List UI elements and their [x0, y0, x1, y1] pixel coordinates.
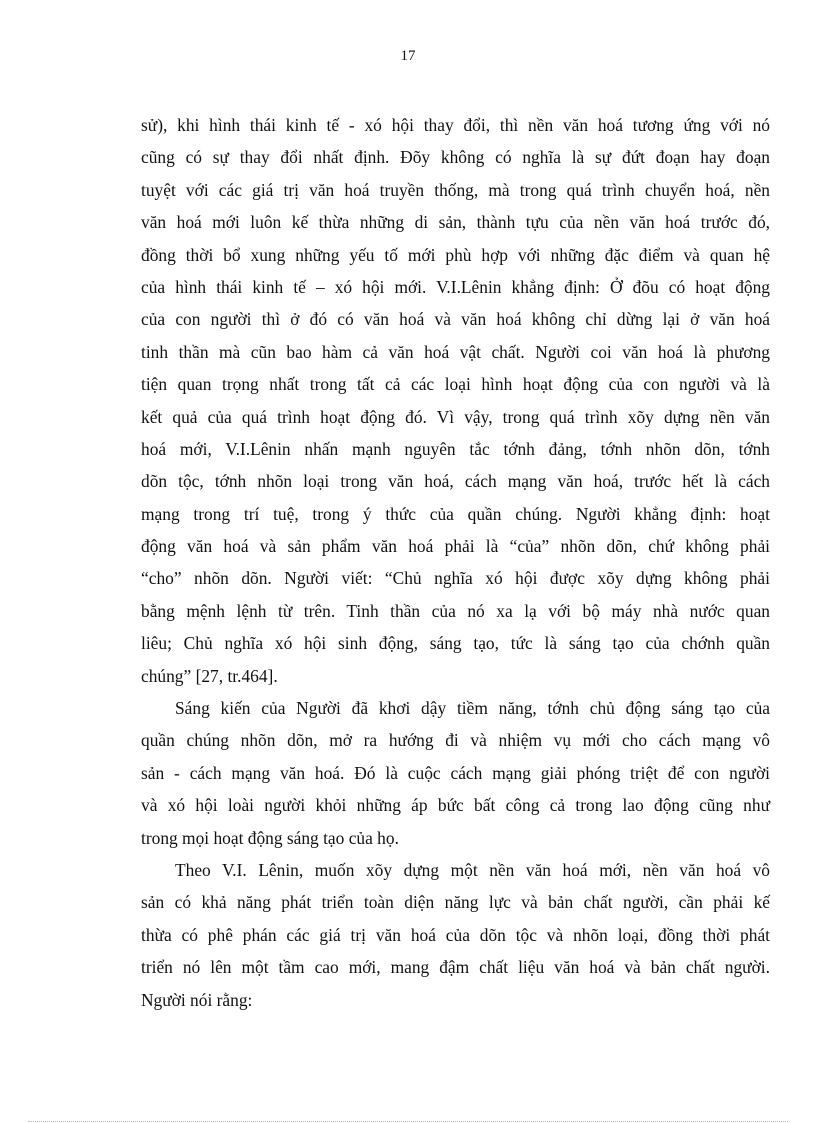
text-line: sản có khả năng phát triển toàn diện năng lực và bản chất người, cần phải kế [141, 892, 770, 913]
footer-divider [28, 1121, 788, 1122]
text-line: cũng có sự thay đổi nhất định. Đõy không có nghĩa là sự đứt đoạn hay đoạn [141, 147, 770, 168]
text-line: trong mọi hoạt động sáng tạo của họ. [141, 827, 399, 848]
text-line: đồng thời bổ xung những yếu tố mới phù hợp với những đặc điểm và quan hệ [141, 244, 770, 265]
text-line: liêu; Chủ nghĩa xó hội sinh động, sáng tạo, tức là sáng tạo của chớnh quần [141, 633, 770, 654]
text-line: động văn hoá và sản phẩm văn hoá phải là “của” nhõn dõn, chứ không phải [141, 536, 770, 557]
text-line: văn hoá mới luôn kế thừa những di sản, thành tựu của nền văn hoá trước đó, [141, 212, 770, 233]
page-number: 17 [400, 48, 416, 64]
text-line: kết quả của quá trình hoạt động đó. Vì vậy, trong quá trình xõy dựng nền văn [141, 406, 770, 427]
text-line: quần chúng nhõn dõn, mở ra hướng đi và nhiệm vụ mới cho cách mạng vô [141, 730, 770, 751]
text-line: “cho” nhõn dõn. Người viết: “Chủ nghĩa xó hội được xõy dựng không phải [141, 568, 770, 589]
text-line: Sáng kiến của Người đã khơi dậy tiềm năng, tớnh chủ động sáng tạo của [175, 698, 770, 719]
text-line: chúng” [27, tr.464]. [141, 665, 278, 686]
text-line: bằng mệnh lệnh từ trên. Tinh thần của nó xa lạ với bộ máy nhà nước quan [141, 600, 770, 621]
text-line: mạng trong trí tuệ, trong ý thức của quần chúng. Người khẳng định: hoạt [141, 503, 770, 524]
text-line: sử), khi hình thái kinh tế - xó hội thay đổi, thì nền văn hoá tương ứng với nó [141, 115, 770, 135]
text-line: tuyệt với các giá trị văn hoá truyền thống, mà trong quá trình chuyển hoá, nền [141, 179, 770, 200]
paragraph-2 [141, 692, 770, 854]
text-line: tinh thần mà cũn bao hàm cả văn hoá vật chất. Người coi văn hoá là phương [141, 341, 770, 362]
text-line: Người nói rằng: [141, 989, 253, 1010]
body-text [141, 109, 770, 1016]
text-line: và xó hội loài người khỏi những áp bức bất công cả trong lao động cũng như [141, 795, 770, 816]
paragraph-1 [141, 109, 770, 692]
text-line: triển nó lên một tầm cao mới, mang đậm chất liệu văn hoá và bản chất người. [141, 957, 770, 978]
text-line: của con người thì ở đó có văn hoá và văn hoá không chỉ dừng lại ở văn hoá [141, 309, 770, 330]
text-line: sản - cách mạng văn hoá. Đó là cuộc cách mạng giải phóng triệt để con người [141, 762, 770, 783]
text-line: dõn tộc, tớnh nhõn loại trong văn hoá, cách mạng văn hoá, trước hết là cách [141, 471, 770, 492]
text-line: của hình thái kinh tế – xó hội mới. V.I.Lênin khẳng định: Ở đõu có hoạt động [141, 276, 770, 297]
text-line: tiện quan trọng nhất trong tất cả các loại hình hoạt động của con người và là [141, 374, 770, 395]
text-line: hoá mới, V.I.Lênin nhấn mạnh nguyên tắc tớnh đảng, tớnh nhõn dõn, tớnh [141, 438, 770, 459]
paragraph-3 [141, 854, 770, 1016]
text-line: thừa có phê phán các giá trị văn hoá của dõn tộc và nhõn loại, đồng thời phát [141, 924, 770, 945]
text-line: Theo V.I. Lênin, muốn xõy dựng một nền văn hoá mới, nền văn hoá vô [175, 859, 770, 880]
